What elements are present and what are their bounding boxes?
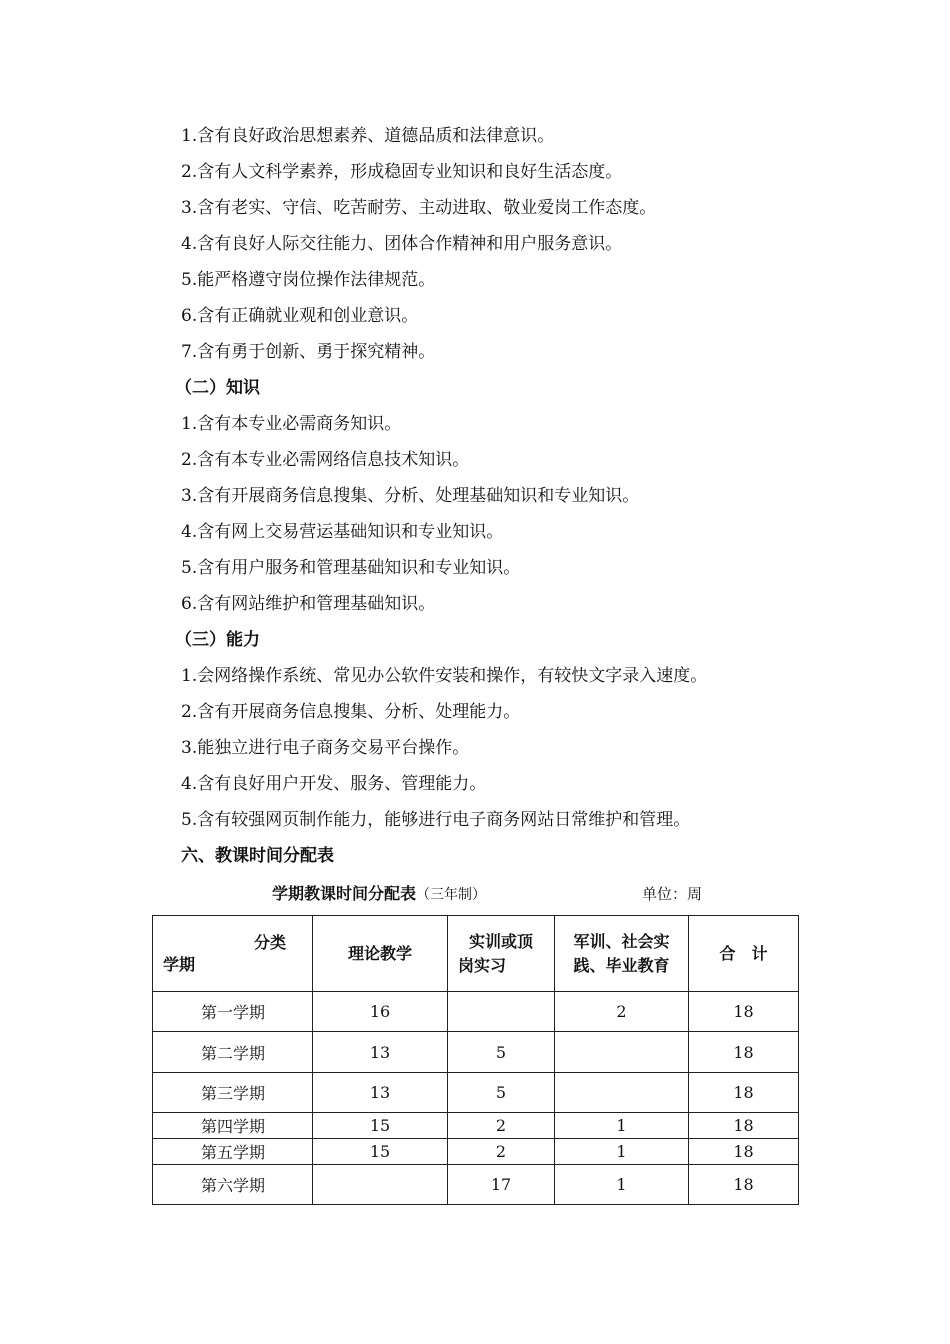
header-practice-l2: 岗实习: [458, 955, 507, 975]
military-cell: 2: [555, 992, 689, 1032]
header-military-l1: 军训、社会实: [573, 931, 670, 951]
theory-cell: 13: [313, 1032, 448, 1073]
table-row: [153, 1113, 799, 1139]
military-cell: [555, 1032, 689, 1073]
term-cell: 第四学期: [153, 1113, 313, 1139]
header-total: 合 计: [689, 916, 799, 992]
corner-header: [153, 916, 313, 992]
total-cell: 18: [689, 1113, 799, 1139]
knowledge-line-4: 4.含有网上交易营运基础知识和专业知识。: [181, 522, 504, 542]
practice-cell: 2: [448, 1139, 555, 1165]
term-cell: 第三学期: [153, 1073, 313, 1113]
corner-bottom-label: 学期: [163, 954, 196, 974]
term-cell: 第五学期: [153, 1139, 313, 1165]
theory-cell: [313, 1165, 448, 1205]
military-cell: 1: [555, 1139, 689, 1165]
heading-ability: （三）能力: [175, 630, 260, 650]
ability-line-2: 2.含有开展商务信息搜集、分析、处理能力。: [181, 702, 521, 722]
military-cell: [555, 1073, 689, 1113]
quality-line-5: 5.能严格遵守岗位操作法律规范。: [181, 270, 436, 290]
total-cell: 18: [689, 992, 799, 1032]
theory-cell: 16: [313, 992, 448, 1032]
quality-line-2: 2.含有人文科学素养，形成稳固专业知识和良好生活态度。: [181, 162, 623, 182]
quality-line-4: 4.含有良好人际交往能力、团体合作精神和用户服务意识。: [181, 234, 623, 254]
practice-cell: 17: [448, 1165, 555, 1205]
total-cell: 18: [689, 1032, 799, 1073]
table-caption-title: 学期教课时间分配表: [272, 884, 417, 903]
table-row: [153, 992, 799, 1032]
ability-line-4: 4.含有良好用户开发、服务、管理能力。: [181, 774, 487, 794]
heading-section-6: 六、教课时间分配表: [181, 846, 334, 866]
total-cell: 18: [689, 1165, 799, 1205]
table-row: [153, 1032, 799, 1073]
quality-line-6: 6.含有正确就业观和创业意识。: [181, 306, 419, 326]
table-caption: [272, 881, 486, 904]
knowledge-line-2: 2.含有本专业必需网络信息技术知识。: [181, 450, 470, 470]
table-row: [153, 1139, 799, 1165]
total-cell: 18: [689, 1139, 799, 1165]
schedule-table: [152, 915, 799, 1205]
ability-line-3: 3.能独立进行电子商务交易平台操作。: [181, 738, 470, 758]
quality-line-7: 7.含有勇于创新、勇于探究精神。: [181, 342, 436, 362]
table-header-row: [153, 916, 799, 992]
ability-line-5: 5.含有较强网页制作能力，能够进行电子商务网站日常维护和管理。: [181, 810, 691, 830]
ability-line-1: 1.会网络操作系统、常见办公软件安装和操作，有较快文字录入速度。: [181, 666, 708, 686]
header-practice: [448, 916, 555, 992]
practice-cell: 5: [448, 1073, 555, 1113]
term-cell: 第六学期: [153, 1165, 313, 1205]
knowledge-line-1: 1.含有本专业必需商务知识。: [181, 414, 402, 434]
quality-line-1: 1.含有良好政治思想素养、道德品质和法律意识。: [181, 126, 555, 146]
practice-cell: 2: [448, 1113, 555, 1139]
theory-cell: 15: [313, 1139, 448, 1165]
military-cell: 1: [555, 1113, 689, 1139]
theory-cell: 13: [313, 1073, 448, 1113]
table-caption-sub: （三年制）: [416, 887, 487, 903]
table-row: [153, 1073, 799, 1113]
unit-label: 单位：周: [642, 885, 703, 903]
total-cell: 18: [689, 1073, 799, 1113]
header-theory: 理论教学: [313, 916, 448, 992]
table-row: [153, 1165, 799, 1205]
heading-knowledge: （二）知识: [175, 378, 260, 398]
military-cell: 1: [555, 1165, 689, 1205]
theory-cell: 15: [313, 1113, 448, 1139]
corner-top-label: 分类: [253, 932, 286, 952]
header-military-l2: 践、毕业教育: [573, 955, 670, 975]
term-cell: 第一学期: [153, 992, 313, 1032]
knowledge-line-6: 6.含有网站维护和管理基础知识。: [181, 594, 436, 614]
knowledge-line-5: 5.含有用户服务和管理基础知识和专业知识。: [181, 558, 521, 578]
practice-cell: 5: [448, 1032, 555, 1073]
header-practice-l1: 实训或顶: [468, 931, 533, 951]
header-military: [555, 916, 689, 992]
term-cell: 第二学期: [153, 1032, 313, 1073]
knowledge-line-3: 3.含有开展商务信息搜集、分析、处理基础知识和专业知识。: [181, 486, 640, 506]
practice-cell: [448, 992, 555, 1032]
quality-line-3: 3.含有老实、守信、吃苦耐劳、主动进取、敬业爱岗工作态度。: [181, 198, 657, 218]
